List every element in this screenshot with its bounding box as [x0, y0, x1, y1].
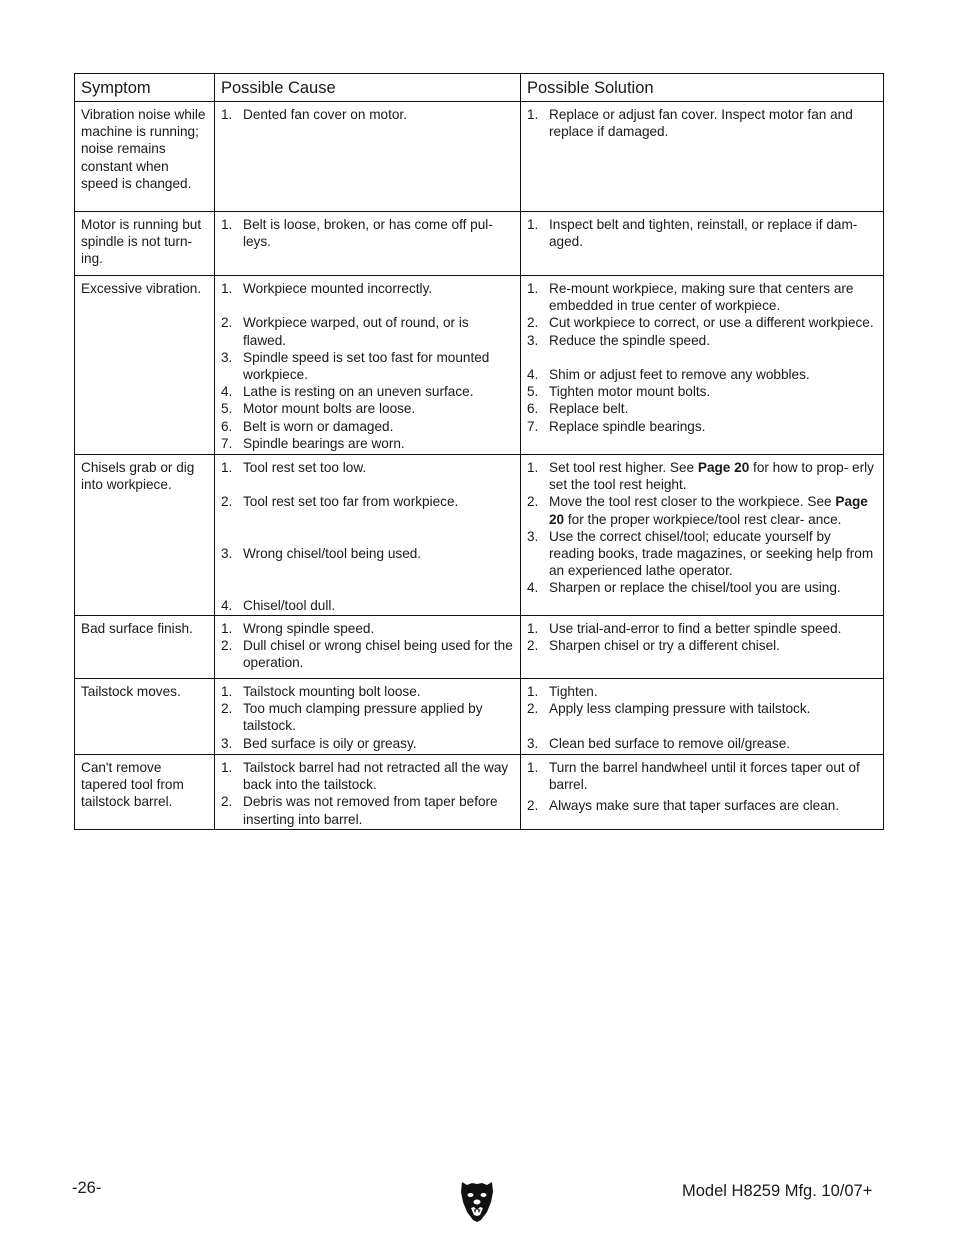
solution-cell [521, 102, 882, 211]
list-item: 7. Replace spindle bearings. [527, 418, 706, 434]
list-item: 4. Chisel/tool dull. [221, 597, 336, 613]
list-item: 6. Replace belt. [527, 401, 629, 417]
troubleshooting-table [74, 73, 884, 830]
list-item: 1. Tighten. [527, 684, 598, 699]
list-item: 2. Move the tool rest closer to the workpiece. See Page 20 for the proper workpiece/tool rest clear- ance. [527, 494, 868, 527]
table-row [75, 454, 883, 615]
header-cause: Possible Cause [215, 74, 521, 101]
header-solution: Possible Solution [527, 79, 654, 97]
table-row [75, 678, 883, 754]
symptom-cell: Vibration noise while machine is running; noise remains constant when speed is changed. [75, 102, 215, 211]
model-label: Model H8259 Mfg. 10/07+ [682, 1182, 873, 1200]
cause-cell [215, 455, 521, 615]
list-item: 2. Too much clamping pressure applied by tailstock. [221, 701, 483, 734]
list-item: 1. Belt is loose, broken, or has come off pul- leys. [221, 217, 493, 250]
cause-cell [215, 755, 521, 829]
symptom-cell: Motor is running but spindle is not turn- ing. [75, 212, 215, 275]
list-item: 5. Motor mount bolts are loose. [221, 401, 416, 417]
list-item: 2. Apply less clamping pressure with tailstock. [527, 701, 811, 717]
list-item: 4. Lathe is resting on an uneven surface. [221, 384, 474, 400]
list-item: 3. Spindle speed is set too fast for mounted workpiece. [221, 349, 490, 382]
table-row [75, 275, 883, 454]
list-item: 2. Cut workpiece to correct, or use a different workpiece. [527, 315, 874, 331]
table-row [75, 101, 883, 211]
list-item: 2. Always make sure that taper surfaces are clean. [527, 798, 840, 814]
list-item: 4. Shim or adjust feet to remove any wobbles. [527, 367, 810, 382]
list-item: 3. Use the correct chisel/tool; educate yourself by reading books, trade magazines, or seeking help from an experienced lathe operator. [527, 528, 874, 579]
list-item: 5. Tighten motor mount bolts. [527, 384, 711, 400]
list-item: 3. Clean bed surface to remove oil/grease. [527, 735, 791, 751]
page-number: -26- [72, 1179, 102, 1197]
list-item: 1. Tailstock mounting bolt loose. [221, 684, 421, 699]
list-item: 2. Dull chisel or wrong chisel being used for the operation. [221, 638, 513, 671]
list-item: 1. Use trial-and-error to find a better spindle speed. [527, 621, 842, 636]
list-item: 4. Sharpen or replace the chisel/tool you are using. [527, 580, 841, 596]
solution-cell [521, 455, 882, 615]
page-ref: Page 20 [697, 460, 750, 475]
list-item: 1. Tool rest set too low. [221, 460, 367, 475]
cause-cell [215, 102, 521, 211]
list-item: 2. Workpiece warped, out of round, or is flawed. [221, 315, 469, 348]
cause-cell [215, 212, 521, 275]
table-row [75, 615, 883, 678]
solution-cell [521, 212, 882, 275]
list-item: 2. Sharpen chisel or try a different chisel. [527, 638, 780, 654]
list-item: 3. Bed surface is oily or greasy. [221, 735, 417, 751]
cause-cell [215, 276, 521, 454]
list-item: 1. Workpiece mounted incorrectly. [221, 281, 433, 296]
list-item: 6. Belt is worn or damaged. [221, 418, 394, 434]
list-item: 1. Turn the barrel handwheel until it forces taper out of barrel. [527, 760, 860, 793]
solution-cell [521, 616, 882, 678]
cause-cell [215, 679, 521, 754]
grizzly-bear-head-icon [458, 1178, 496, 1222]
table-row [75, 754, 883, 829]
table-header-row [75, 74, 883, 101]
symptom-cell: Chisels grab or dig into workpiece. [75, 455, 215, 615]
list-item: 7. Spindle bearings are worn. [221, 435, 405, 451]
symptom-cell: Bad surface finish. [75, 616, 215, 678]
header-symptom: Symptom [75, 74, 215, 101]
list-item: 1. Set tool rest higher. See Page 20 for how to prop- erly set the tool rest height. [527, 460, 874, 493]
symptom-cell: Can't remove tapered tool from tailstock barrel. [75, 755, 215, 829]
list-item: 2. Tool rest set too far from workpiece. [221, 494, 459, 510]
list-item: 3. Wrong chisel/tool being used. [221, 545, 422, 561]
solution-cell [521, 755, 882, 829]
cause-cell [215, 616, 521, 678]
solution-cell [521, 679, 882, 754]
list-item: 1. Inspect belt and tighten, reinstall, or replace if dam- aged. [527, 217, 858, 250]
page-ref: Page 20 [549, 494, 868, 527]
list-item: 1. Re-mount workpiece, making sure that centers are embedded in true center of workpiece. [527, 281, 854, 314]
symptom-cell: Tailstock moves. [75, 679, 215, 754]
list-item: 1. Replace or adjust fan cover. Inspect motor fan and replace if damaged. [527, 107, 853, 140]
list-item: 2. Debris was not removed from taper before inserting into barrel. [221, 794, 498, 827]
solution-cell [521, 276, 882, 454]
list-item: 1. Dented fan cover on motor. [221, 107, 407, 122]
list-item: 3. Reduce the spindle speed. [527, 332, 710, 348]
symptom-cell: Excessive vibration. [75, 276, 215, 454]
list-item: 1. Wrong spindle speed. [221, 621, 375, 636]
table-row [75, 211, 883, 275]
list-item: 1. Tailstock barrel had not retracted all the way back into the tailstock. [221, 760, 509, 793]
